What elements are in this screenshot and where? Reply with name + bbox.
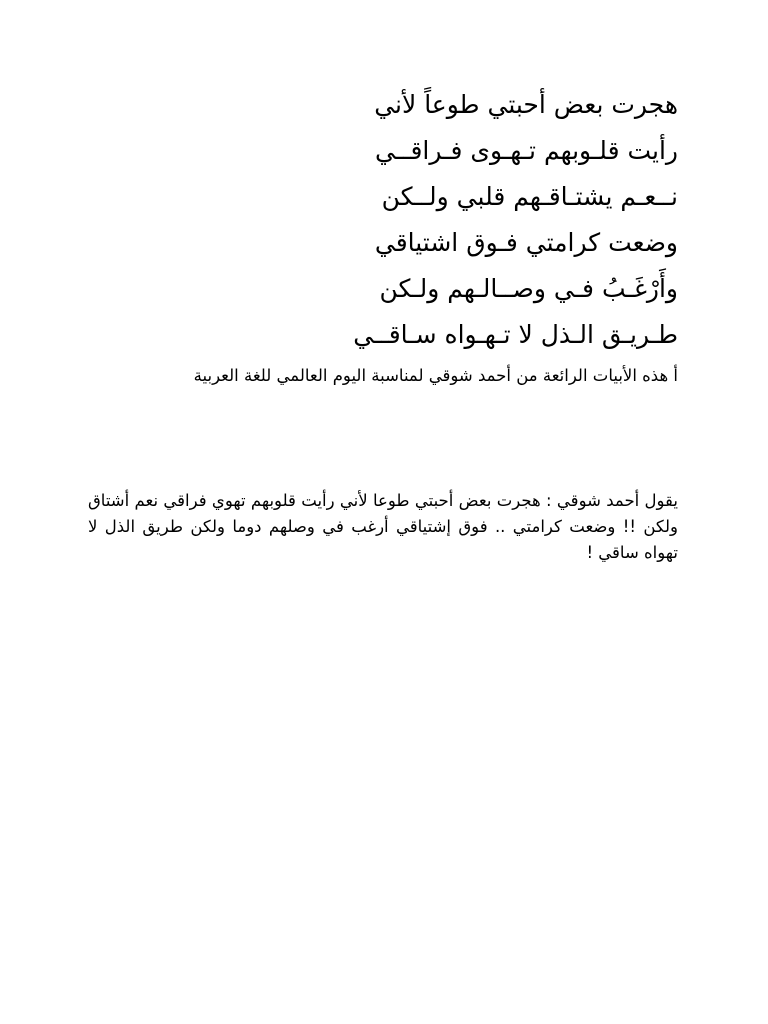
poem-line-2: رأيت قلـوبهم تـهـوى فـراقــي: [374, 136, 678, 165]
poem-stanza: [78, 82, 678, 358]
poem-line-5: وأَرْغَـبُ فـي وصــالـهم ولـكن: [379, 274, 678, 303]
poem-line-6: طـريـق الـذل لا تـهـواه سـاقــي: [353, 320, 678, 349]
poem-caption: أ هذه الأبيات الرائعة من أحمد شوقي لمناسبة اليوم العالمي للغة العربية: [193, 366, 678, 385]
body-paragraph: يقول أحمد شوقي : هجرت بعض أحبتي طوعا لأني رأيت قلوبهم تهوي فراقي نعم أشتاق ولكن !! وضعت كرامتي .. فوق إشتياقي أرغب في وصلهم دوما ولكن طريق الذل لا تهواه ساقي !: [88, 491, 678, 562]
poem-line-4: وضعت كرامتي فـوق اشتياقي: [374, 228, 678, 257]
poem-line-1: هجرت بعض أحبتي طوعاً لأني: [374, 90, 678, 119]
poem-line-3: نــعـم يشتـاقـهم قلبي ولــكن: [381, 182, 678, 211]
